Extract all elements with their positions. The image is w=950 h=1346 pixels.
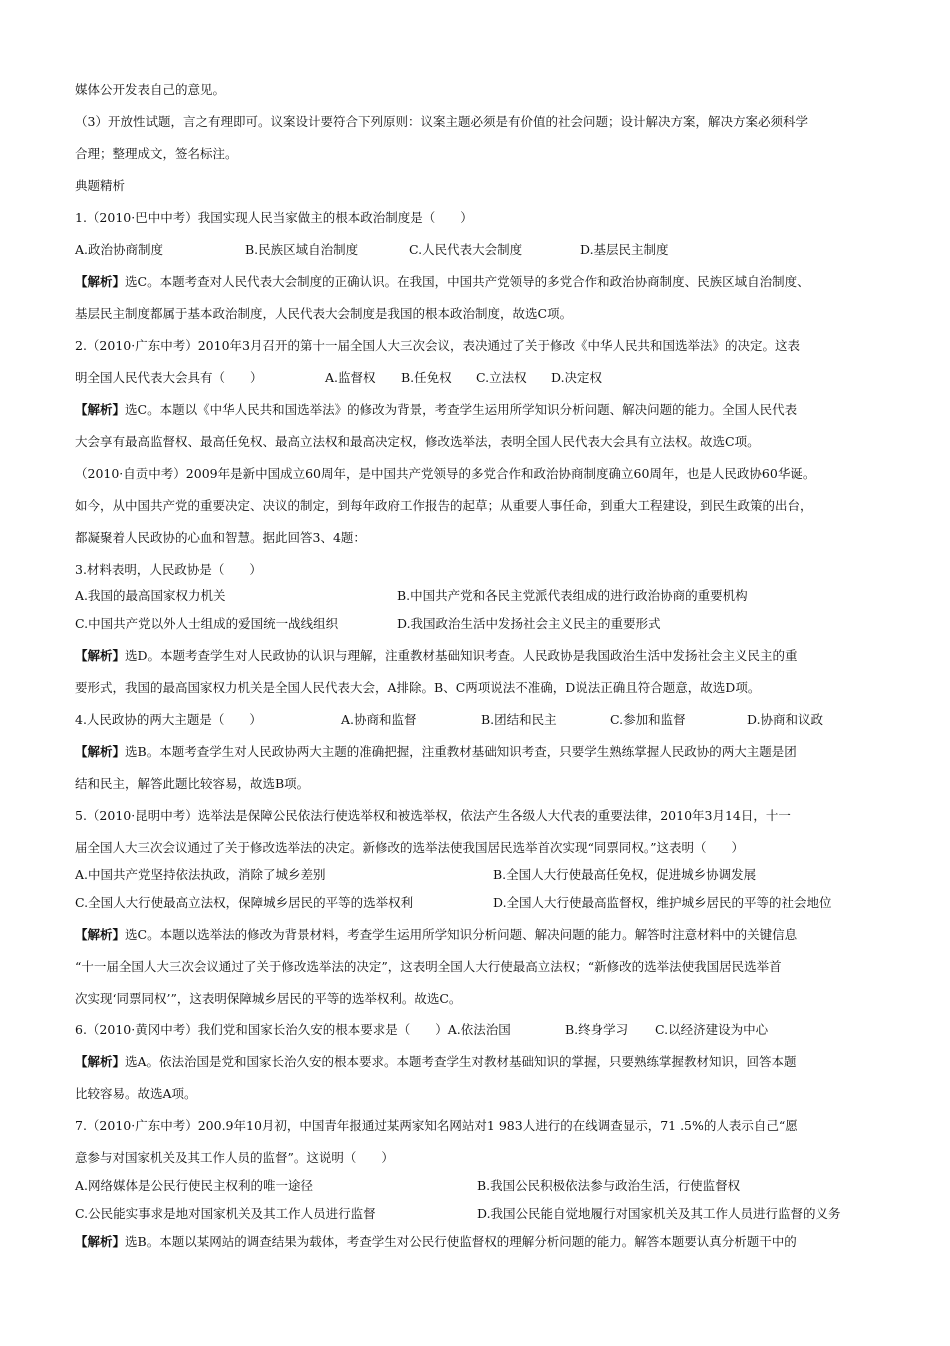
q4-analysis-line2: 结和民主，解答此题比较容易，故选B项。 bbox=[75, 776, 310, 791]
prev-answer-tail: 媒体公开发表自己的意见。 bbox=[75, 82, 226, 97]
q1-option-a: A.政治协商制度 bbox=[75, 242, 164, 257]
q3-options-row1 bbox=[75, 586, 885, 606]
material-line1: （2010·自贡中考）2009年是新中国成立60周年，是中国共产党领导的多党合作和政治协商制度确立60周年，也是人民政协60华诞。 bbox=[75, 466, 816, 481]
q6-analysis-line2: 比较容易。故选A项。 bbox=[75, 1086, 197, 1101]
q1-stem: 1.（2010·巴中中考）我国实现人民当家做主的根本政治制度是（ ） bbox=[75, 210, 473, 225]
q3-analysis-line1 bbox=[75, 646, 798, 666]
q6-option-b: B.终身学习 bbox=[565, 1022, 629, 1037]
q2-stem-line2: 明全国人民代表大会具有（ ） bbox=[75, 370, 263, 385]
q6-option-c: C.以经济建设为中心 bbox=[655, 1022, 769, 1037]
q5-option-c: C.全国人大行使最高立法权，保障城乡居民的平等的选举权利 bbox=[75, 895, 414, 910]
q7-stem-line2: 意参与对国家机关及其工作人员的监督”。这说明（ ） bbox=[75, 1150, 394, 1165]
q1-options bbox=[75, 240, 885, 260]
material-line2: 如今，从中国共产党的重要决定、决议的制定，到每年政府工作报告的起草；从重要人事任命，到重大工程建设，到民生政策的出台， bbox=[75, 498, 813, 513]
q2-option-b: B.任免权 bbox=[401, 370, 452, 385]
q3-options-row2 bbox=[75, 614, 885, 634]
q1-analysis-text1: 选C。本题考查对人民代表大会制度的正确认识。在我国，中国共产党领导的多党合作和政治协商制度、民族区域自治制度、 bbox=[125, 274, 810, 289]
q2-option-c: C.立法权 bbox=[476, 370, 527, 385]
material-line3: 都凝聚着人民政协的心血和智慧。据此回答3、4题： bbox=[75, 530, 366, 545]
prev-item3-line1: （3）开放性试题，言之有理即可。议案设计要符合下列原则：议案主题必须是有价值的社会问题；设计解决方案，解决方案必须科学 bbox=[75, 114, 808, 129]
analysis-label: 【解析】 bbox=[75, 1054, 126, 1069]
q4-option-c: C.参加和监督 bbox=[610, 712, 686, 727]
analysis-label: 【解析】 bbox=[75, 1234, 126, 1249]
q2-option-a: A.监督权 bbox=[325, 370, 376, 385]
q1-analysis-line2: 基层民主制度都属于基本政治制度，人民代表大会制度是我国的根本政治制度，故选C项。 bbox=[75, 306, 573, 321]
q7-option-c: C.公民能实事求是地对国家机关及其工作人员进行监督 bbox=[75, 1206, 376, 1221]
q2-analysis-line2: 大会享有最高监督权、最高任免权、最高立法权和最高决定权，修改选举法，表明全国人民代表大会具有立法权。故选C项。 bbox=[75, 434, 760, 449]
analysis-label: 【解析】 bbox=[75, 744, 126, 759]
q3-analysis-line2: 要形式，我国的最高国家权力机关是全国人民代表大会，A排除。B、C两项说法不准确，D说法正确且符合题意，故选D项。 bbox=[75, 680, 761, 695]
q6-analysis-line1 bbox=[75, 1052, 797, 1072]
q6-stem: 6.（2010·黄冈中考）我们党和国家长治久安的根本要求是（ ）A.依法治国 bbox=[75, 1022, 511, 1037]
analysis-label: 【解析】 bbox=[75, 402, 126, 417]
q7-analysis-text1: 选B。本题以某网站的调查结果为载体，考查学生对公民行使监督权的理解分析问题的能力。解答本题要认真分析题干中的 bbox=[125, 1234, 797, 1249]
q2-analysis-line1 bbox=[75, 400, 797, 420]
q3-option-b: B.中国共产党和各民主党派代表组成的进行政治协商的重要机构 bbox=[397, 588, 748, 603]
q5-stem-line1: 5.（2010·昆明中考）选举法是保障公民依法行使选举权和被选举权，依法产生各级人大代表的重要法律，2010年3月14日，十一 bbox=[75, 808, 791, 823]
q5-option-a: A.中国共产党坚持依法执政，消除了城乡差别 bbox=[75, 867, 326, 882]
q5-options-row1 bbox=[75, 865, 885, 885]
q5-option-d: D.全国人大行使最高监督权，维护城乡居民的平等的社会地位 bbox=[493, 895, 832, 910]
analysis-label: 【解析】 bbox=[75, 927, 126, 942]
q1-option-c: C.人民代表大会制度 bbox=[409, 242, 523, 257]
q7-stem-line1: 7.（2010·广东中考）200.9年10月初，中国青年报通过某两家知名网站对1 983人进行的在线调查显示，71 .5%的人表示自己“愿 bbox=[75, 1118, 798, 1133]
q1-option-b: B.民族区域自治制度 bbox=[245, 242, 359, 257]
section-title: 典题精析 bbox=[75, 178, 126, 193]
analysis-label: 【解析】 bbox=[75, 648, 126, 663]
q1-analysis-line1 bbox=[75, 272, 810, 292]
q6-analysis-text1: 选A。依法治国是党和国家长治久安的根本要求。本题考查学生对教材基础知识的掌握，只要熟练掌握教材知识，回答本题 bbox=[125, 1054, 797, 1069]
q4-option-a: A.协商和监督 bbox=[341, 712, 417, 727]
q5-option-b: B.全国人大行使最高任免权，促进城乡协调发展 bbox=[493, 867, 757, 882]
q7-option-a: A.网络媒体是公民行使民主权利的唯一途径 bbox=[75, 1178, 314, 1193]
q5-analysis-line2: “十一届全国人大三次会议通过了关于修改选举法的决定”，这表明全国人大行使最高立法权；“新修改的选举法使我国居民选举首 bbox=[75, 959, 782, 974]
q6-stem-row bbox=[75, 1020, 885, 1040]
q5-analysis-text1: 选C。本题以选举法的修改为背景材料，考查学生运用所学知识分析问题、解决问题的能力。解答时注意材料中的关键信息 bbox=[125, 927, 798, 942]
q3-option-c: C.中国共产党以外人士组成的爱国统一战线组织 bbox=[75, 616, 339, 631]
q2-option-d: D.决定权 bbox=[551, 370, 603, 385]
q3-analysis-text1: 选D。本题考查学生对人民政协的认识与理解，注重教材基础知识考查。人民政协是我国政治生活中发扬社会主义民主的重 bbox=[125, 648, 798, 663]
q2-analysis-text1: 选C。本题以《中华人民共和国选举法》的修改为背景，考查学生运用所学知识分析问题、解决问题的能力。全国人民代表 bbox=[125, 402, 798, 417]
q2-stem-line2-row bbox=[75, 368, 885, 388]
q5-analysis-line3: 次实现‘同票同权’”，这表明保障城乡居民的平等的选举权利。故选C。 bbox=[75, 991, 462, 1006]
q7-options-row2 bbox=[75, 1204, 885, 1224]
q5-stem-line2: 届全国人大三次会议通过了关于修改选举法的决定。新修改的选举法使我国居民选举首次实现“同票同权。”这表明（ ） bbox=[75, 840, 745, 855]
q2-stem-line1: 2.（2010·广东中考）2010年3月召开的第十一届全国人大三次会议，表决通过了关于修改《中华人民共和国选举法》的决定。这表 bbox=[75, 338, 800, 353]
q1-option-d: D.基层民主制度 bbox=[580, 242, 669, 257]
q4-analysis-text1: 选B。本题考查学生对人民政协两大主题的准确把握，注重教材基础知识考查，只要学生熟练掌握人民政协的两大主题是团 bbox=[125, 744, 797, 759]
q4-stem-row bbox=[75, 710, 885, 730]
q7-analysis-line1 bbox=[75, 1232, 797, 1252]
q3-option-d: D.我国政治生活中发扬社会主义民主的重要形式 bbox=[397, 616, 661, 631]
q4-analysis-line1 bbox=[75, 742, 797, 762]
prev-item3-line2: 合理；整理成文，签名标注。 bbox=[75, 146, 238, 161]
q3-stem: 3.材料表明，人民政协是（ ） bbox=[75, 562, 262, 577]
q4-option-b: B.团结和民主 bbox=[481, 712, 557, 727]
q7-option-d: D.我国公民能自觉地履行对国家机关及其工作人员进行监督的义务 bbox=[477, 1206, 841, 1221]
q4-option-d: D.协商和议政 bbox=[747, 712, 824, 727]
q7-option-b: B.我国公民积极依法参与政治生活，行使监督权 bbox=[477, 1178, 741, 1193]
q7-options-row1 bbox=[75, 1176, 885, 1196]
analysis-label: 【解析】 bbox=[75, 274, 126, 289]
q5-options-row2 bbox=[75, 893, 885, 913]
q4-stem: 4.人民政协的两大主题是（ ） bbox=[75, 712, 262, 727]
q3-option-a: A.我国的最高国家权力机关 bbox=[75, 588, 226, 603]
q5-analysis-line1 bbox=[75, 925, 797, 945]
